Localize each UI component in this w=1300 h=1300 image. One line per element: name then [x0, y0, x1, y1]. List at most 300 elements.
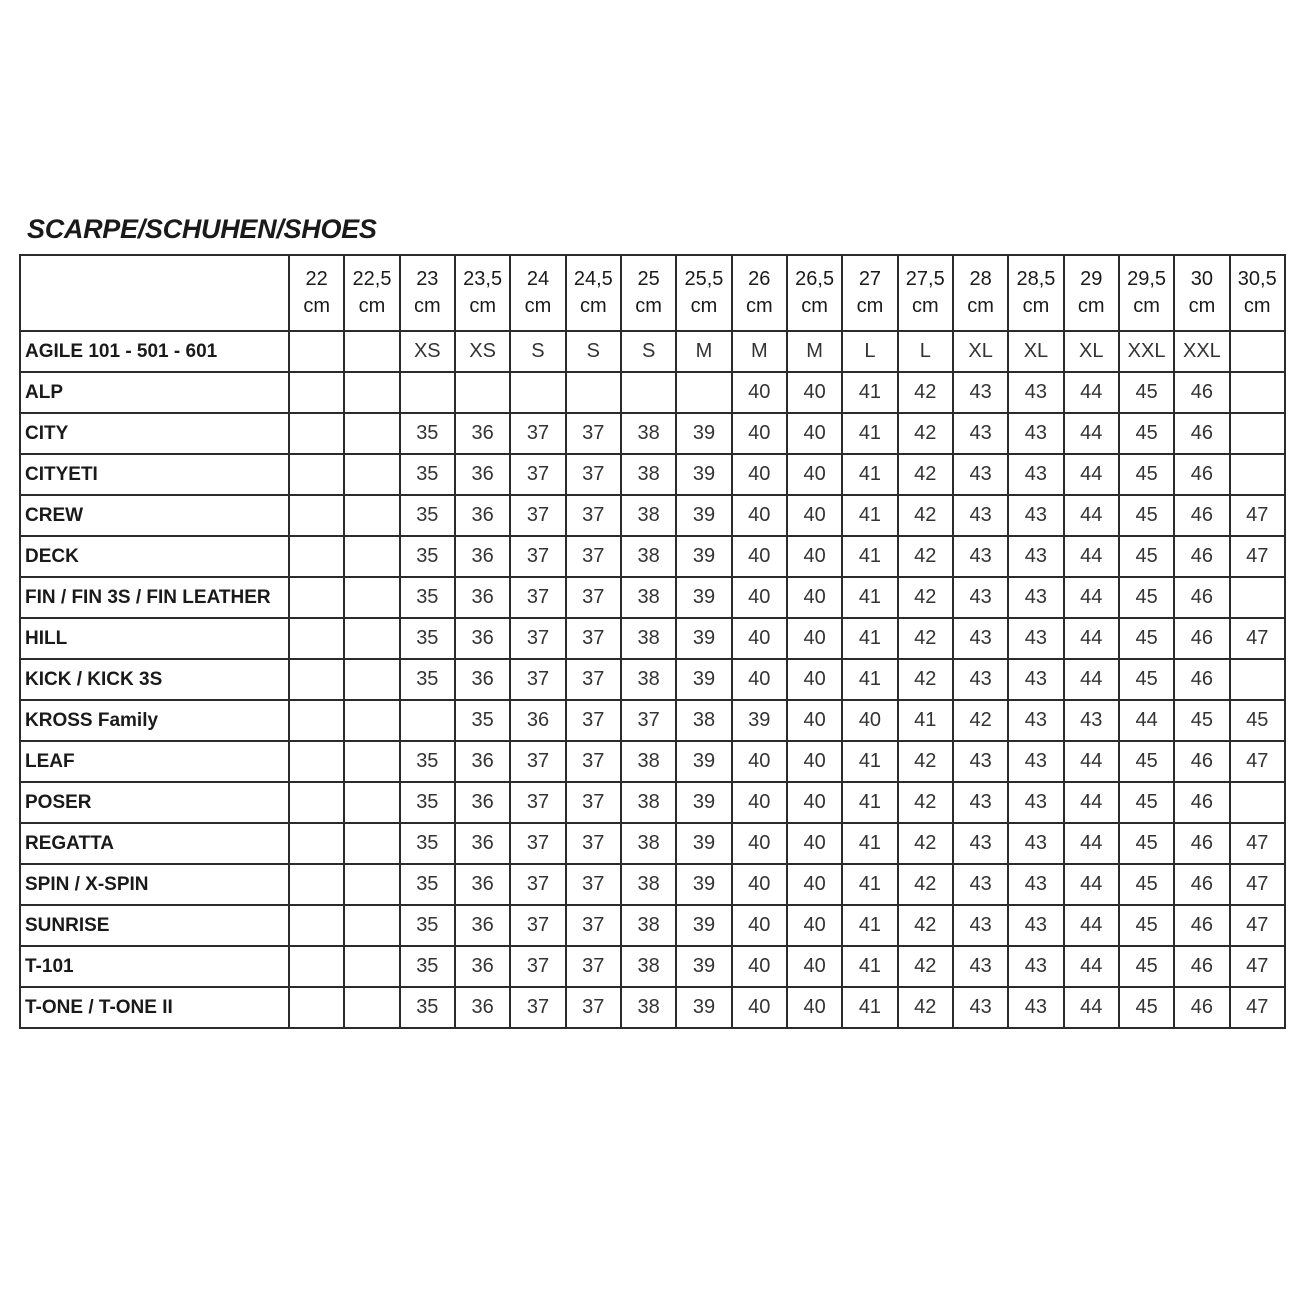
size-header-13 [1008, 255, 1063, 331]
size-unit: cm [1243, 295, 1271, 317]
size-cell: 36 [455, 782, 510, 823]
size-cell: 42 [898, 741, 953, 782]
size-value: 22 [305, 268, 328, 290]
size-cell: 41 [842, 823, 897, 864]
size-cell: 36 [455, 659, 510, 700]
size-cell [344, 700, 399, 741]
size-cell: 46 [1174, 946, 1229, 987]
size-cell: 36 [455, 413, 510, 454]
size-cell: 37 [566, 905, 621, 946]
size-cell: 37 [621, 700, 676, 741]
size-cell: 38 [621, 659, 676, 700]
size-cell: 43 [1008, 823, 1063, 864]
model-name: POSER [20, 782, 289, 823]
size-cell: 46 [1174, 413, 1229, 454]
size-cell: 39 [676, 495, 731, 536]
table-row [20, 987, 1285, 1028]
size-cell: 44 [1064, 577, 1119, 618]
size-cell: 45 [1119, 577, 1174, 618]
size-cell: 38 [621, 618, 676, 659]
size-cell: 42 [898, 823, 953, 864]
size-cell: 39 [676, 536, 731, 577]
size-cell: 37 [566, 536, 621, 577]
size-cell [344, 864, 399, 905]
model-name: T-101 [20, 946, 289, 987]
size-cell: 38 [621, 413, 676, 454]
size-unit: cm [745, 295, 773, 317]
size-header-4 [510, 255, 565, 331]
size-cell: 42 [898, 864, 953, 905]
size-cell: 46 [1174, 741, 1229, 782]
size-cell: 43 [1008, 454, 1063, 495]
size-unit: cm [1077, 295, 1105, 317]
size-cell: 36 [455, 495, 510, 536]
size-cell [676, 372, 731, 413]
size-cell: 45 [1119, 536, 1174, 577]
model-name: AGILE 101 - 501 - 601 [20, 331, 289, 372]
size-cell: 40 [732, 782, 787, 823]
size-cell: 37 [510, 905, 565, 946]
size-cell: 39 [676, 618, 731, 659]
size-value: 30 [1190, 268, 1214, 290]
size-unit: cm [635, 295, 662, 317]
size-cell: 45 [1119, 372, 1174, 413]
size-cell [1230, 659, 1285, 700]
size-cell: 43 [953, 864, 1008, 905]
size-cell: 46 [1174, 577, 1229, 618]
size-unit: cm [967, 295, 994, 317]
size-cell: 39 [676, 413, 731, 454]
size-cell: 36 [455, 864, 510, 905]
size-value: 29 [1080, 268, 1103, 290]
size-cell: 39 [676, 864, 731, 905]
size-cell: 37 [510, 987, 565, 1028]
size-cell: 46 [1174, 536, 1229, 577]
size-cell [289, 413, 344, 454]
size-cell: 36 [455, 987, 510, 1028]
size-cell: 42 [898, 536, 953, 577]
size-cell: 45 [1119, 741, 1174, 782]
size-cell: 40 [787, 946, 842, 987]
size-cell: 38 [621, 864, 676, 905]
size-cell [289, 864, 344, 905]
size-cell: 42 [898, 782, 953, 823]
size-cell [289, 823, 344, 864]
size-cell: 43 [1008, 700, 1063, 741]
size-cell: 36 [455, 618, 510, 659]
size-cell: 38 [621, 577, 676, 618]
size-cell: 43 [1008, 536, 1063, 577]
size-cell [289, 782, 344, 823]
size-cell: 44 [1064, 413, 1119, 454]
size-cell [455, 372, 510, 413]
size-cell: 47 [1230, 618, 1285, 659]
size-cell: 37 [566, 782, 621, 823]
size-cell: 46 [1174, 782, 1229, 823]
model-name: ALP [20, 372, 289, 413]
size-cell: 37 [510, 659, 565, 700]
size-cell: 41 [842, 659, 897, 700]
size-cell: 35 [400, 454, 455, 495]
size-cell: XS [400, 331, 455, 372]
size-cell: 37 [510, 454, 565, 495]
size-cell: 47 [1230, 741, 1285, 782]
size-cell: 40 [787, 413, 842, 454]
size-cell: 43 [953, 577, 1008, 618]
size-cell: XXL [1174, 331, 1229, 372]
size-unit: cm [911, 295, 939, 317]
size-cell: 44 [1064, 946, 1119, 987]
size-cell: 40 [732, 659, 787, 700]
size-cell: 44 [1119, 700, 1174, 741]
size-cell: 35 [400, 946, 455, 987]
size-value: 24 [526, 268, 550, 290]
size-cell: M [732, 331, 787, 372]
size-header-10 [842, 255, 897, 331]
size-cell [289, 577, 344, 618]
size-cell [289, 618, 344, 659]
size-unit: cm [303, 295, 330, 317]
size-cell: 40 [732, 454, 787, 495]
size-cell: 44 [1064, 823, 1119, 864]
size-cell: 42 [898, 413, 953, 454]
size-cell: 35 [400, 413, 455, 454]
size-cell [344, 454, 399, 495]
size-cell: 38 [621, 782, 676, 823]
table-row [20, 659, 1285, 700]
size-cell [344, 905, 399, 946]
size-header-1 [344, 255, 399, 331]
size-cell: 43 [1064, 700, 1119, 741]
size-cell: 46 [1174, 905, 1229, 946]
size-cell: 43 [953, 495, 1008, 536]
size-cell: 42 [898, 987, 953, 1028]
size-cell: 44 [1064, 536, 1119, 577]
size-cell: 44 [1064, 987, 1119, 1028]
size-cell: 37 [566, 823, 621, 864]
size-cell [289, 905, 344, 946]
size-cell: 37 [566, 495, 621, 536]
size-cell: 37 [566, 741, 621, 782]
size-cell: 37 [510, 823, 565, 864]
size-cell: 41 [842, 577, 897, 618]
size-unit: cm [801, 295, 828, 317]
size-cell: 45 [1119, 946, 1174, 987]
size-cell: 37 [510, 864, 565, 905]
size-header-8 [732, 255, 787, 331]
size-unit: cm [1133, 295, 1160, 317]
size-cell: 39 [676, 577, 731, 618]
model-name: LEAF [20, 741, 289, 782]
size-unit: cm [524, 295, 552, 317]
size-cell: 43 [953, 741, 1008, 782]
size-cell: 35 [400, 741, 455, 782]
size-cell: 41 [842, 372, 897, 413]
size-cell: 43 [1008, 741, 1063, 782]
size-cell: 35 [400, 618, 455, 659]
size-cell: 44 [1064, 782, 1119, 823]
size-cell: 40 [787, 577, 842, 618]
size-cell [400, 700, 455, 741]
size-chart-table [19, 254, 1286, 1029]
size-cell [344, 372, 399, 413]
size-cell: 43 [953, 782, 1008, 823]
size-cell: 38 [621, 823, 676, 864]
model-name: CITYETI [20, 454, 289, 495]
size-cell: 45 [1119, 823, 1174, 864]
size-cell: 47 [1230, 987, 1285, 1028]
size-cell: 36 [455, 577, 510, 618]
size-cell [1230, 372, 1285, 413]
size-cell: 36 [455, 454, 510, 495]
size-cell: 44 [1064, 864, 1119, 905]
size-cell: 38 [621, 987, 676, 1028]
size-cell: 43 [953, 618, 1008, 659]
size-cell: 46 [1174, 987, 1229, 1028]
size-cell: 45 [1119, 454, 1174, 495]
size-cell: 37 [566, 700, 621, 741]
size-value: 26 [748, 268, 771, 290]
size-cell [344, 536, 399, 577]
size-cell: 47 [1230, 823, 1285, 864]
size-cell: 36 [455, 905, 510, 946]
size-cell: 35 [400, 659, 455, 700]
size-cell: 45 [1119, 905, 1174, 946]
size-cell [344, 782, 399, 823]
size-cell: 40 [787, 782, 842, 823]
model-name: DECK [20, 536, 289, 577]
size-cell: 45 [1119, 618, 1174, 659]
size-cell: 40 [787, 823, 842, 864]
size-cell: 36 [455, 536, 510, 577]
size-cell: 40 [732, 495, 787, 536]
size-cell: 37 [566, 864, 621, 905]
size-value: 29,5 [1127, 268, 1167, 290]
size-cell: 40 [732, 905, 787, 946]
size-cell [289, 495, 344, 536]
size-cell: 40 [732, 987, 787, 1028]
size-cell: 41 [842, 987, 897, 1028]
size-cell: 39 [732, 700, 787, 741]
size-unit: cm [358, 295, 386, 317]
size-cell [344, 741, 399, 782]
table-row [20, 823, 1285, 864]
size-cell [1230, 331, 1285, 372]
size-cell: 35 [400, 905, 455, 946]
size-cell [344, 618, 399, 659]
size-value: 28,5 [1016, 268, 1056, 290]
size-cell: 40 [732, 741, 787, 782]
size-cell [566, 372, 621, 413]
size-cell: 45 [1119, 987, 1174, 1028]
table-row [20, 905, 1285, 946]
size-cell: 40 [732, 864, 787, 905]
size-cell: 43 [953, 659, 1008, 700]
size-unit: cm [690, 295, 718, 317]
size-value: 25 [637, 268, 660, 290]
size-cell: 40 [787, 536, 842, 577]
size-cell: 43 [1008, 864, 1063, 905]
size-value: 25,5 [684, 268, 724, 290]
size-cell: 43 [1008, 905, 1063, 946]
size-cell: 38 [676, 700, 731, 741]
size-cell [289, 372, 344, 413]
size-cell: 37 [566, 577, 621, 618]
size-cell: 40 [732, 413, 787, 454]
size-cell: 43 [953, 454, 1008, 495]
size-cell: 35 [400, 536, 455, 577]
table-row [20, 536, 1285, 577]
size-cell: 43 [1008, 413, 1063, 454]
size-cell [344, 331, 399, 372]
size-cell: 46 [1174, 659, 1229, 700]
size-cell: 46 [1174, 495, 1229, 536]
size-cell [289, 987, 344, 1028]
size-cell: 43 [953, 536, 1008, 577]
size-cell: XS [455, 331, 510, 372]
size-unit: cm [413, 295, 441, 317]
size-header-2 [400, 255, 455, 331]
size-cell [344, 413, 399, 454]
size-cell: 41 [842, 741, 897, 782]
size-cell: 43 [953, 905, 1008, 946]
size-cell: 44 [1064, 905, 1119, 946]
size-cell: 40 [787, 454, 842, 495]
size-cell: 43 [1008, 618, 1063, 659]
size-cell: 42 [898, 905, 953, 946]
size-cell: 37 [566, 413, 621, 454]
size-cell: 39 [676, 659, 731, 700]
size-cell: M [787, 331, 842, 372]
size-cell: 45 [1119, 413, 1174, 454]
size-cell [344, 946, 399, 987]
size-cell: 37 [510, 741, 565, 782]
model-name: KROSS Family [20, 700, 289, 741]
model-name: KICK / KICK 3S [20, 659, 289, 700]
size-cell: 42 [898, 659, 953, 700]
size-cell: 40 [787, 495, 842, 536]
size-cell: 40 [787, 372, 842, 413]
size-cell: M [676, 331, 731, 372]
size-cell [289, 331, 344, 372]
size-header-5 [566, 255, 621, 331]
table-row [20, 331, 1285, 372]
size-cell: 37 [510, 495, 565, 536]
size-unit: cm [856, 295, 884, 317]
size-cell: 43 [953, 413, 1008, 454]
size-value: 27 [858, 268, 882, 290]
model-name: REGATTA [20, 823, 289, 864]
size-cell: 39 [676, 946, 731, 987]
size-cell: 41 [842, 413, 897, 454]
size-cell: 44 [1064, 741, 1119, 782]
size-cell: 38 [621, 946, 676, 987]
size-cell: 44 [1064, 372, 1119, 413]
size-cell: 45 [1119, 659, 1174, 700]
size-cell: 37 [510, 536, 565, 577]
size-cell: 45 [1119, 782, 1174, 823]
table-row [20, 577, 1285, 618]
size-cell: 38 [621, 454, 676, 495]
size-cell: 41 [842, 864, 897, 905]
table-row [20, 782, 1285, 823]
size-cell: 47 [1230, 864, 1285, 905]
size-cell: 46 [1174, 618, 1229, 659]
size-cell: 47 [1230, 495, 1285, 536]
size-cell: 43 [1008, 782, 1063, 823]
page-title: SCARPE/SCHUHEN/SHOES [27, 214, 377, 244]
size-cell: 43 [1008, 372, 1063, 413]
size-cell [344, 577, 399, 618]
size-cell: 35 [400, 782, 455, 823]
size-header-12 [953, 255, 1008, 331]
size-unit: cm [469, 295, 496, 317]
size-cell: 40 [787, 659, 842, 700]
size-cell: 35 [400, 495, 455, 536]
table-row [20, 454, 1285, 495]
size-cell: 42 [898, 454, 953, 495]
size-cell: 38 [621, 536, 676, 577]
size-value: 28 [969, 268, 992, 290]
size-cell: 37 [566, 946, 621, 987]
model-name: T-ONE / T-ONE II [20, 987, 289, 1028]
table-row [20, 413, 1285, 454]
size-cell: 43 [953, 987, 1008, 1028]
size-cell [1230, 454, 1285, 495]
size-cell: 37 [566, 987, 621, 1028]
table-body [20, 331, 1285, 1028]
size-cell: 37 [510, 782, 565, 823]
size-cell: 37 [510, 618, 565, 659]
size-cell: 40 [787, 618, 842, 659]
size-header-14 [1064, 255, 1119, 331]
size-cell: 45 [1119, 495, 1174, 536]
size-cell: 40 [842, 700, 897, 741]
size-cell: L [842, 331, 897, 372]
size-cell: 36 [455, 741, 510, 782]
size-cell [510, 372, 565, 413]
size-cell: 39 [676, 823, 731, 864]
size-cell: 36 [455, 946, 510, 987]
size-cell: 44 [1064, 454, 1119, 495]
size-header-9 [787, 255, 842, 331]
size-cell [400, 372, 455, 413]
size-cell: 36 [455, 823, 510, 864]
size-cell: 35 [400, 864, 455, 905]
size-cell: 46 [1174, 823, 1229, 864]
size-cell: XL [1008, 331, 1063, 372]
size-header-15 [1119, 255, 1174, 331]
size-cell [1230, 782, 1285, 823]
size-cell: 37 [566, 659, 621, 700]
size-cell: 43 [1008, 946, 1063, 987]
size-cell: 47 [1230, 905, 1285, 946]
size-cell: 43 [953, 823, 1008, 864]
corner-cell [20, 255, 289, 331]
size-cell: 41 [842, 495, 897, 536]
size-cell: 46 [1174, 372, 1229, 413]
size-cell: 44 [1064, 618, 1119, 659]
size-cell: 46 [1174, 864, 1229, 905]
size-value: 23,5 [463, 268, 503, 290]
size-cell: 42 [898, 946, 953, 987]
size-cell: 40 [787, 700, 842, 741]
table-row [20, 495, 1285, 536]
size-cell: 35 [400, 577, 455, 618]
size-cell: S [566, 331, 621, 372]
size-cell: 40 [732, 946, 787, 987]
size-cell: XL [1064, 331, 1119, 372]
